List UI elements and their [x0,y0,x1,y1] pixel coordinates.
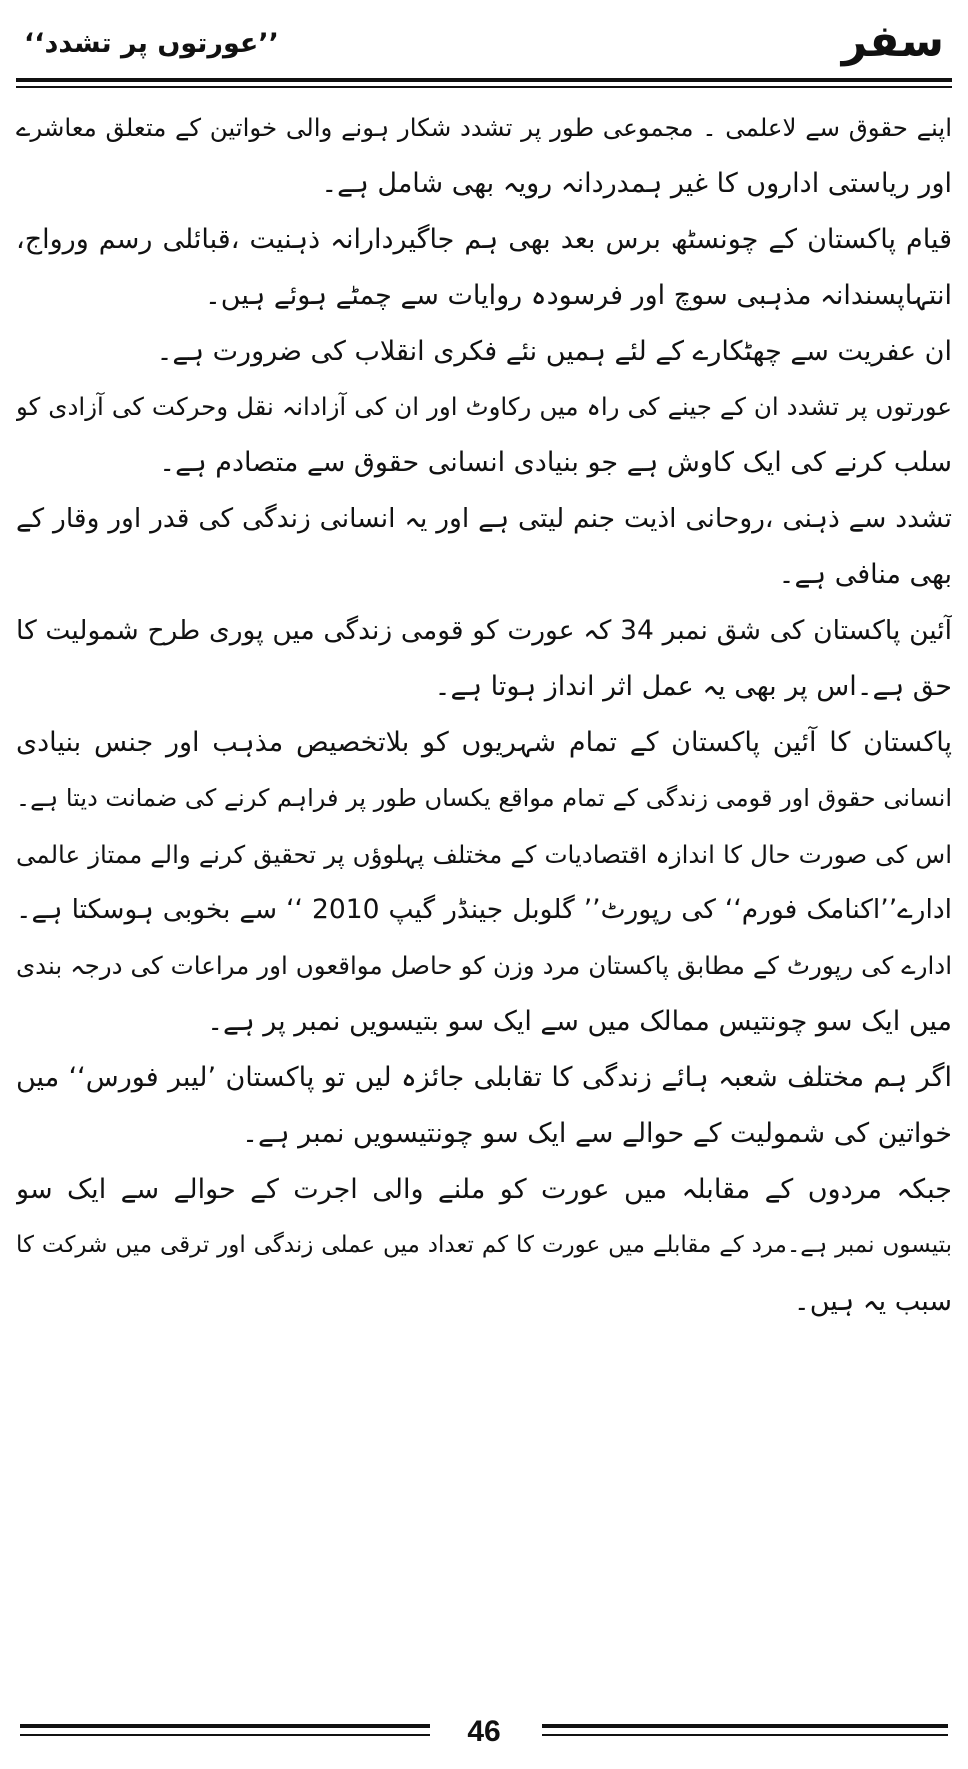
body-line: انسانی حقوق اور قومی زندگی کے تمام مواقع یکساں طور پر فراہم کرنے کی ضمانت دیتا ہے۔ [16,783,952,812]
body-line: قیام پاکستان کے چونسٹھ برس بعد بھی ہم جاگیردارانہ ذہنیت ،قبائلی رسم ورواج، [16,223,952,255]
header-rule-bottom [16,86,952,88]
page-number: 46 [467,1715,501,1748]
body-line: پاکستان کا آئین پاکستان کے تمام شہریوں کو بلاتخصیص مذہب اور جنس بنیادی [16,726,952,758]
footer-rule-left-top [20,1724,430,1728]
body-line: آئین پاکستان کی شق نمبر 34 کہ عورت کو قومی زندگی میں پوری طرح شمولیت کا [16,615,952,647]
body-line: جبکہ مردوں کے مقابلہ میں عورت کو ملنے والی اجرت کے حوالے سے ایک سو [16,1173,952,1205]
article-title: ’’عورتوں پر تشدد‘‘ [24,28,279,59]
body-line: حق ہے۔اس پر بھی یہ عمل اثر انداز ہوتا ہے۔ [434,670,952,702]
header-rule-top [16,78,952,82]
body-line: اور ریاستی اداروں کا غیر ہمدردانہ رویہ بھی شامل ہے۔ [321,167,952,199]
body-line: عورتوں پر تشدد ان کے جینے کی راہ میں رکاوٹ اور ان کی آزادانہ نقل وحرکت کی آزادی کو [16,392,952,422]
body-line: اگر ہم مختلف شعبہ ہائے زندگی کا تقابلی جائزہ لیں تو پاکستان ’لیبر فورس‘‘ میں [16,1062,952,1094]
body-line: بھی منافی ہے۔ [778,559,952,591]
page-header [20,14,948,78]
body-line: انتہاپسندانہ مذہبی سوچ اور فرسودہ روایات سے چمٹے ہوئے ہیں۔ [204,279,952,311]
body-line: خواتین کی شمولیت کے حوالے سے ایک سو چونتیسویں نمبر ہے۔ [242,1118,952,1150]
body-line: ادارے کی رپورٹ کے مطابق پاکستان مرد وزن کو حاصل مواقعوں اور مراعات کی درجہ بندی [16,951,952,981]
body-line: ان عفریت سے چھٹکارے کے لئے ہمیں نئے فکری انقلاب کی ضرورت ہے۔ [156,335,952,367]
article-body [16,100,952,1330]
footer-rule-right-bottom [542,1734,948,1736]
page-footer [16,1712,952,1756]
body-line: ادارے’’اکنامک فورم‘‘ کی رپورٹ’’ گلوبل جینڈر گیپ 2010 ‘‘ سے بخوبی ہوسکتا ہے۔ [16,894,952,926]
body-line: تشدد سے ذہنی ،روحانی اذیت جنم لیتی ہے اور یہ انسانی زندگی کی قدر اور وقار کے [16,503,952,535]
body-line: میں ایک سو چونتیس ممالک میں سے ایک سو بتیسویں نمبر پر ہے۔ [207,1006,952,1038]
body-line: سبب یہ ہیں۔ [793,1285,952,1317]
footer-rule-left-bottom [20,1734,430,1736]
body-line: اس کی صورت حال کا اندازہ اقتصادیات کے مختلف پہلوؤں پر تحقیق کرنے والے ممتاز عالمی [16,839,952,869]
body-line: اپنے حقوق سے لاعلمی ۔ مجموعی طور پر تشدد شکار ہونے والی خواتین کے متعلق معاشرے [16,113,952,142]
magazine-title: سفر [841,16,944,67]
footer-rule-right-top [542,1724,948,1728]
body-line: بتیسوں نمبر ہے۔مرد کے مقابلے میں عورت کا کم تعداد میں عملی زندگی اور ترقی میں شرکت کا [16,1231,952,1258]
body-line: سلب کرنے کی ایک کاوش ہے جو بنیادی انسانی حقوق سے متصادم ہے۔ [159,447,952,479]
